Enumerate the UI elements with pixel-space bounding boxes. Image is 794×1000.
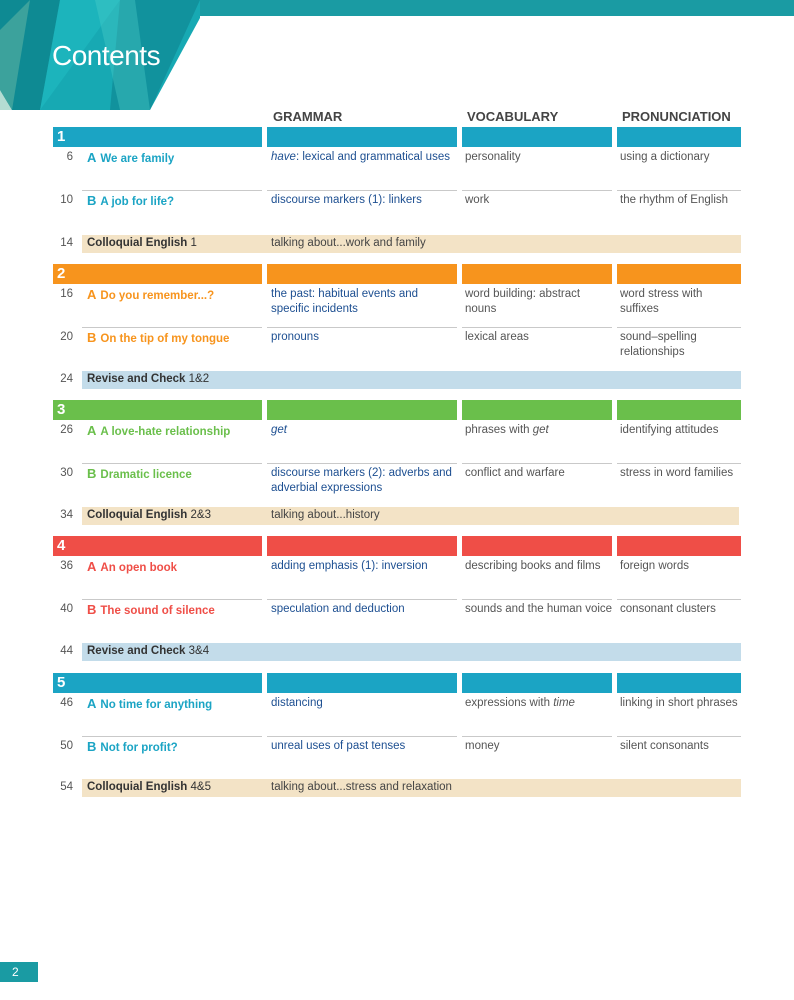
page-number: 10 xyxy=(60,194,73,206)
band-topic: talking about...work and family xyxy=(271,237,426,249)
grammar-entry xyxy=(271,739,459,754)
vocabulary-text: phrases with xyxy=(465,424,533,436)
unit-bar xyxy=(53,673,262,693)
vocabulary-text: describing books and films xyxy=(465,560,601,572)
lesson-title-text: Do you remember...? xyxy=(100,290,215,302)
row-separator xyxy=(267,327,457,328)
vocabulary-entry xyxy=(465,602,613,617)
lesson-title[interactable] xyxy=(87,739,262,756)
unit-bar xyxy=(617,264,741,284)
pronunciation-entry: consonant clusters xyxy=(620,603,716,615)
unit-bar xyxy=(53,127,262,147)
unit-bar xyxy=(462,264,612,284)
band-label-number: 3&4 xyxy=(185,645,210,657)
lesson-title-text: No time for anything xyxy=(100,699,213,711)
unit-number: 2 xyxy=(57,265,66,282)
grammar-entry xyxy=(271,696,459,711)
row-separator xyxy=(82,736,262,737)
row-separator xyxy=(267,190,457,191)
header-bar xyxy=(180,0,794,16)
unit-bar xyxy=(267,673,457,693)
lesson-title[interactable] xyxy=(87,330,262,347)
vocabulary-text: work xyxy=(465,194,490,206)
lesson-title[interactable] xyxy=(87,423,262,440)
lesson-title-text: An open book xyxy=(100,562,178,574)
page-number: 40 xyxy=(60,603,73,615)
band-topic: talking about...stress and relaxation xyxy=(271,781,452,793)
lesson-letter: B xyxy=(87,739,97,754)
band-label xyxy=(87,645,209,657)
row-separator xyxy=(267,463,457,464)
pronunciation-entry: stress in word families xyxy=(620,467,734,479)
pronunciation-entry: silent consonants xyxy=(620,740,709,752)
pronunciation-entry: foreign words xyxy=(620,560,690,572)
pronunciation-header: PRONUNCIATION xyxy=(622,109,731,124)
row-separator xyxy=(462,190,612,191)
grammar-entry xyxy=(271,330,459,345)
vocabulary-text: conflict and warfare xyxy=(465,467,565,479)
grammar-text: speculation and deduction xyxy=(271,603,405,615)
row-separator xyxy=(82,190,262,191)
vocabulary-entry xyxy=(465,739,613,754)
vocabulary-entry xyxy=(465,466,613,481)
grammar-text: discourse markers (2): adverbs and adverbial expressions xyxy=(271,467,452,494)
unit-bar xyxy=(462,127,612,147)
unit-bar xyxy=(267,536,457,556)
grammar-entry xyxy=(271,602,459,617)
band-label xyxy=(87,373,209,385)
lesson-letter: A xyxy=(87,287,97,302)
vocabulary-entry xyxy=(465,193,613,208)
page-title: Contents xyxy=(52,40,161,71)
lesson-title-text: We are family xyxy=(100,153,175,165)
vocabulary-text: money xyxy=(465,740,500,752)
row-separator xyxy=(617,599,741,600)
vocabulary-text: expressions with xyxy=(465,697,554,709)
colloquial-english-band[interactable] xyxy=(82,507,739,525)
revise-check-band[interactable] xyxy=(82,643,741,661)
vocabulary-header: VOCABULARY xyxy=(467,109,559,124)
lesson-title-text: The sound of silence xyxy=(100,605,215,617)
page-number: 24 xyxy=(60,373,73,385)
band-label-number: 4&5 xyxy=(187,781,211,793)
band-label-bold: Colloquial English xyxy=(87,237,188,249)
unit-bar xyxy=(462,536,612,556)
vocabulary-text: lexical areas xyxy=(465,331,529,343)
row-separator xyxy=(462,736,612,737)
grammar-header: GRAMMAR xyxy=(273,109,343,124)
band-label xyxy=(87,509,211,521)
lesson-title-text: On the tip of my tongue xyxy=(100,333,230,345)
pronunciation-entry: linking in short phrases xyxy=(620,697,738,709)
page-number: 34 xyxy=(60,509,73,521)
band-topic: talking about...history xyxy=(271,509,380,521)
unit-number: 3 xyxy=(57,401,66,418)
lesson-title-text: Dramatic licence xyxy=(100,469,192,481)
lesson-letter: A xyxy=(87,696,97,711)
page-number: 50 xyxy=(60,740,73,752)
band-label-number: 1 xyxy=(187,237,197,249)
lesson-title[interactable] xyxy=(87,193,262,210)
vocabulary-entry xyxy=(465,423,613,438)
lesson-letter: A xyxy=(87,150,97,165)
pronunciation-entry: sound–spelling relationships xyxy=(620,331,697,358)
row-separator xyxy=(462,327,612,328)
row-separator xyxy=(267,736,457,737)
band-label xyxy=(87,237,197,249)
vocabulary-entry xyxy=(465,696,613,711)
row-separator xyxy=(617,190,741,191)
pronunciation-entry: the rhythm of English xyxy=(620,194,729,206)
page-number-badge xyxy=(0,962,38,982)
band-label-bold: Revise and Check xyxy=(87,645,186,657)
lesson-title[interactable] xyxy=(87,466,262,483)
lesson-title[interactable] xyxy=(87,287,262,304)
unit-bar xyxy=(267,264,457,284)
colloquial-english-band[interactable] xyxy=(82,779,741,797)
row-separator xyxy=(462,599,612,600)
row-separator xyxy=(82,599,262,600)
row-separator xyxy=(617,736,741,737)
band-label-bold: Colloquial English xyxy=(87,509,188,521)
pronunciation-entry: identifying attitudes xyxy=(620,424,719,436)
lesson-letter: B xyxy=(87,466,97,481)
grammar-entry xyxy=(271,287,459,317)
lesson-letter: A xyxy=(87,559,97,574)
lesson-letter: B xyxy=(87,193,97,208)
band-label-bold: Colloquial English xyxy=(87,781,188,793)
grammar-entry xyxy=(271,423,459,438)
vocabulary-entry xyxy=(465,287,613,317)
pronunciation-entry: using a dictionary xyxy=(620,151,710,163)
vocabulary-text: word building: abstract nouns xyxy=(465,288,581,315)
vocabulary-keyword: get xyxy=(532,424,549,436)
revise-check-band[interactable] xyxy=(82,371,741,389)
vocabulary-entry xyxy=(465,559,613,574)
page-number: 16 xyxy=(60,288,73,300)
lesson-title-text: Not for profit? xyxy=(100,742,178,754)
lesson-title-text: A love-hate relationship xyxy=(100,426,231,438)
page-number: 44 xyxy=(60,645,73,657)
lesson-title-text: A job for life? xyxy=(100,196,175,208)
vocabulary-text: personality xyxy=(465,151,521,163)
unit-bar xyxy=(617,127,741,147)
page-number: 46 xyxy=(60,697,73,709)
row-separator xyxy=(82,463,262,464)
band-label xyxy=(87,781,211,793)
row-separator xyxy=(617,327,741,328)
grammar-entry xyxy=(271,193,459,208)
unit-number: 4 xyxy=(57,537,66,554)
grammar-text: discourse markers (1): linkers xyxy=(271,194,422,206)
unit-bar xyxy=(462,673,612,693)
unit-bar xyxy=(53,264,262,284)
band-label-bold: Revise and Check xyxy=(87,373,186,385)
grammar-text: distancing xyxy=(271,697,323,709)
page-number: 14 xyxy=(60,237,73,249)
band-label-number: 2&3 xyxy=(187,509,211,521)
grammar-text: unreal uses of past tenses xyxy=(271,740,406,752)
lesson-title[interactable] xyxy=(87,696,262,713)
unit-bar xyxy=(617,536,741,556)
lesson-title[interactable] xyxy=(87,602,262,619)
unit-bar xyxy=(462,400,612,420)
unit-bar xyxy=(617,673,741,693)
lesson-letter: B xyxy=(87,330,97,345)
row-separator xyxy=(267,599,457,600)
grammar-text: adding emphasis (1): inversion xyxy=(271,560,428,572)
unit-bar xyxy=(53,536,262,556)
pronunciation-entry: word stress with suffixes xyxy=(620,288,703,315)
page-number: 6 xyxy=(66,151,73,163)
lesson-title[interactable] xyxy=(87,559,262,576)
page-number: 54 xyxy=(60,781,73,793)
grammar-entry xyxy=(271,466,459,496)
row-separator xyxy=(462,463,612,464)
vocabulary-text: sounds and the human voice xyxy=(465,603,613,615)
unit-number: 5 xyxy=(57,674,66,691)
unit-bar xyxy=(53,400,262,420)
unit-bar xyxy=(267,127,457,147)
grammar-entry xyxy=(271,150,459,165)
row-separator xyxy=(617,463,741,464)
unit-bar xyxy=(617,400,741,420)
page-number: 20 xyxy=(60,331,73,343)
vocabulary-keyword: time xyxy=(553,697,575,709)
grammar-entry xyxy=(271,559,459,574)
vocabulary-entry xyxy=(465,150,613,165)
lesson-letter: B xyxy=(87,602,97,617)
page-number: 36 xyxy=(60,560,73,572)
grammar-keyword: get xyxy=(271,424,287,436)
page-number: 30 xyxy=(60,467,73,479)
grammar-text: the past: habitual events and specific incidents xyxy=(271,288,419,315)
lesson-letter: A xyxy=(87,423,97,438)
page-number: 26 xyxy=(60,424,73,436)
unit-number: 1 xyxy=(57,128,66,145)
grammar-text: pronouns xyxy=(271,331,319,343)
band-label-number: 1&2 xyxy=(185,373,210,385)
row-separator xyxy=(82,327,262,328)
vocabulary-entry xyxy=(465,330,613,345)
page-number: 2 xyxy=(12,965,19,979)
colloquial-english-band[interactable] xyxy=(82,235,741,253)
lesson-title[interactable] xyxy=(87,150,262,167)
grammar-keyword: have xyxy=(271,151,296,163)
unit-bar xyxy=(267,400,457,420)
grammar-text-rest: : lexical and grammatical uses xyxy=(295,151,450,163)
